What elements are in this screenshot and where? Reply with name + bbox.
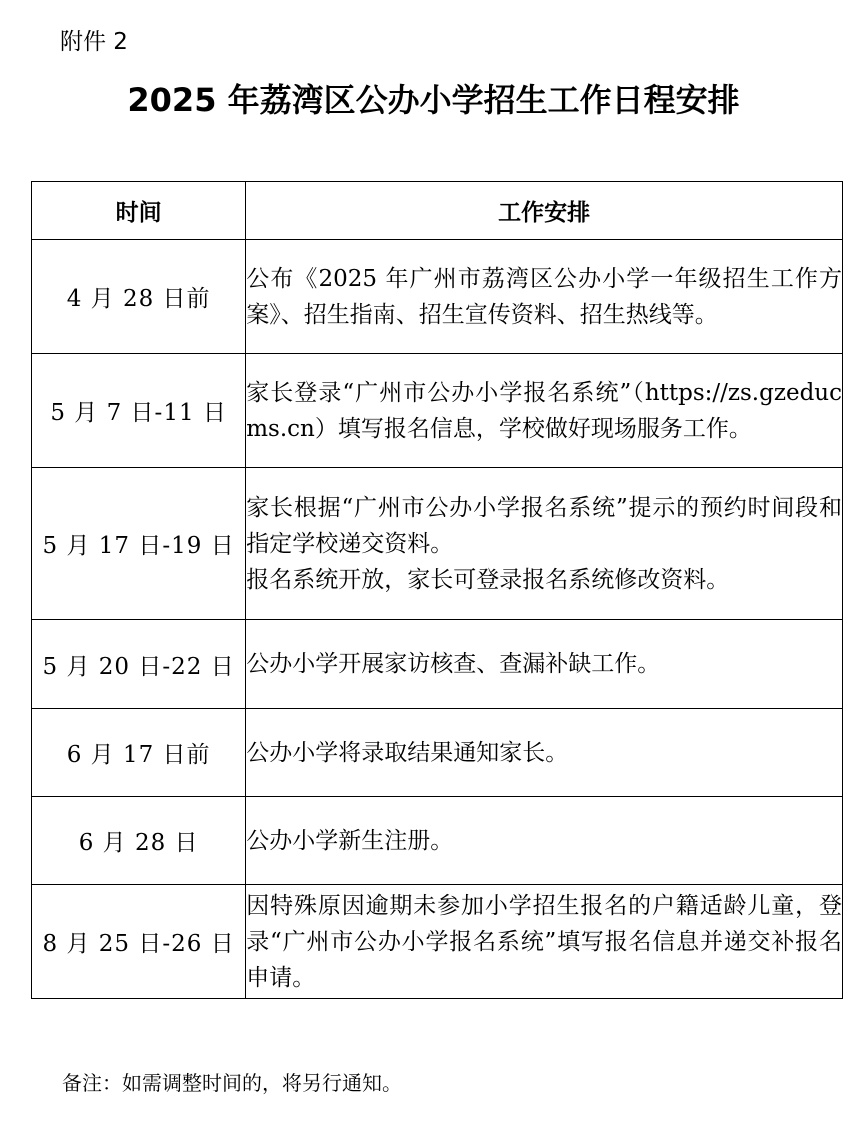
task-text: 家长根据“广州市公办小学报名系统”提示的预约时间段和指定学校递交资料。 xyxy=(246,494,842,557)
table-header-row xyxy=(32,182,843,240)
table-row xyxy=(32,885,843,999)
attachment-label: 附件 2 xyxy=(60,29,128,55)
time-cell: 4 月 28 日前 xyxy=(32,240,246,354)
time-cell: 5 月 20 日-22 日 xyxy=(32,620,246,709)
time-cell: 6 月 17 日前 xyxy=(32,709,246,797)
task-cell xyxy=(246,709,843,797)
table-row xyxy=(32,354,843,468)
table-row xyxy=(32,240,843,354)
task-text: 报名系统开放，家长可登录报名系统修改资料。 xyxy=(246,566,730,593)
time-cell: 5 月 17 日-19 日 xyxy=(32,468,246,620)
task-text: 因特殊原因逾期未参加小学招生报名的户籍适龄儿童，登录“广州市公办小学报名系统”填写报名信息并递交补报名申请。 xyxy=(246,892,842,991)
table-row xyxy=(32,709,843,797)
table-row xyxy=(32,797,843,885)
task-text: 公办小学将录取结果通知家长。 xyxy=(246,739,569,766)
task-cell xyxy=(246,240,843,354)
task-cell xyxy=(246,620,843,709)
task-text: 公办小学新生注册。 xyxy=(246,827,454,854)
footnote: 备注：如需调整时间的，将另行通知。 xyxy=(62,1071,402,1095)
task-cell xyxy=(246,885,843,999)
task-text: 公布《2025 年广州市荔湾区公办小学一年级招生工作方案》、招生指南、招生宣传资料、招生热线等。 xyxy=(246,265,842,328)
table-row xyxy=(32,468,843,620)
task-cell xyxy=(246,797,843,885)
schedule-table xyxy=(31,181,843,999)
column-header-time: 时间 xyxy=(32,182,246,240)
task-text: 公办小学开展家访核查、查漏补缺工作。 xyxy=(246,651,661,677)
task-cell xyxy=(246,468,843,620)
table-row xyxy=(32,620,843,709)
task-cell xyxy=(246,354,843,468)
page-title: 2025 年荔湾区公办小学招生工作日程安排 xyxy=(127,81,740,119)
column-header-task: 工作安排 xyxy=(246,182,843,240)
time-cell: 6 月 28 日 xyxy=(32,797,246,885)
task-text: 家长登录“广州市公办小学报名系统”（https://zs.gzeducms.cn）填写报名信息，学校做好现场服务工作。 xyxy=(246,379,842,442)
time-cell: 5 月 7 日-11 日 xyxy=(32,354,246,468)
time-cell: 8 月 25 日-26 日 xyxy=(32,885,246,999)
